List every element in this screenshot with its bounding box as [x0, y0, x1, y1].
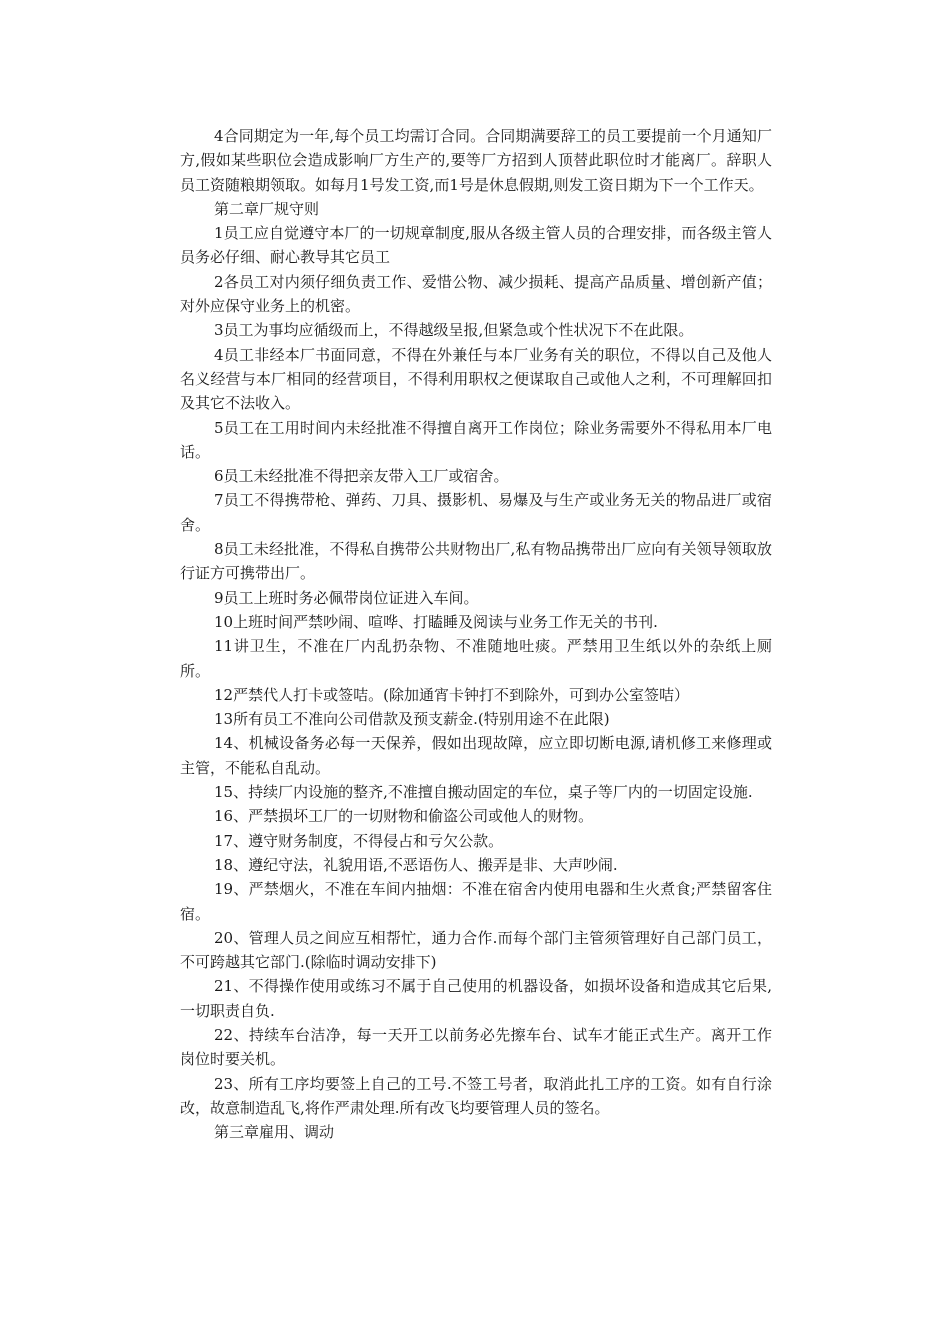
rule-18: 18、遵纪守法，礼貌用语,不恶语伤人、搬弄是非、大声吵闹. [214, 855, 618, 874]
rule-23: 23、所有工序均要签上自己的工号.不签工号者，取消此扎工序的工资。如有自行涂改，故意制造乱飞,将作严肃处理.所有改飞均要管理人员的签名。 [180, 1074, 772, 1117]
rule-9: 9员工上班时务必佩带岗位证进入车间。 [214, 588, 479, 607]
chapter-heading-3: 第三章雇用、调动 [214, 1123, 335, 1142]
rule-20: 20、管理人员之间应互相帮忙，通力合作.而每个部门主管须管理好自己部门员工，不可跨越其它部门.(除临时调动安排下) [180, 928, 772, 972]
rule-6: 6员工未经批准不得把亲友带入工厂或宿舍。 [214, 467, 509, 486]
rule-15: 15、持续厂内设施的整齐,不准擅自搬动固定的车位，桌子等厂内的一切固定设施. [214, 783, 753, 802]
rule-8: 8员工未经批准，不得私自携带公共财物出厂,私有物品携带出厂应向有关领导领取放行证方可携带出厂。 [180, 540, 772, 583]
rule-2: 2各员工对内须仔细负责工作、爱惜公物、减少损耗、提高产品质量、增创新产值；对外应保守业务上的机密。 [180, 272, 772, 316]
rule-19: 19、严禁烟火，不准在车间内抽烟：不准在宿舍内使用电器和生火煮食;严禁留客住宿。 [180, 880, 772, 923]
rule-22: 22、持续车台洁净，每一天开工以前务必先擦车台、试车才能正式生产。离开工作岗位时要关机。 [180, 1025, 772, 1069]
rule-21: 21、不得操作使用或练习不属于自己使用的机器设备，如损坏设备和造成其它后果,一切职责自负. [180, 977, 772, 1020]
rule-11: 11讲卫生，不准在厂内乱扔杂物、不准随地吐痰。严禁用卫生纸以外的杂纸上厕所。 [180, 637, 772, 680]
rule-3: 3员工为事均应循级而上，不得越级呈报,但紧急或个性状况下不在此限。 [214, 321, 694, 340]
rule-1: 1员工应自觉遵守本厂的一切规章制度,服从各级主管人员的合理安排，而各级主管人员务必仔细、耐心教导其它员工 [180, 224, 772, 267]
rule-17: 17、遵守财务制度，不得侵占和亏欠公款。 [214, 831, 504, 850]
chapter-heading-2: 第二章厂规守则 [214, 199, 320, 218]
rule-5: 5员工在工用时间内未经批准不得擅自离开工作岗位；除业务需要外不得私用本厂电话。 [180, 418, 772, 461]
rule-13: 13所有员工不准向公司借款及预支薪金.(特别用途不在此限) [214, 710, 610, 729]
rule-7: 7员工不得携带枪、弹药、刀具、摄影机、易爆及与生产或业务无关的物品进厂或宿舍。 [180, 491, 772, 534]
rule-12: 12严禁代人打卡或签咭。(除加通宵卡钟打不到除外，可到办公室签咭） [214, 685, 689, 704]
document-body [180, 124, 772, 1144]
paragraph-contract-term: 4合同期定为一年,每个员工均需订合同。合同期满要辞工的员工要提前一个月通知厂方,假如某些职位会造成影响厂方生产的,要等厂方招到人顶替此职位时才能离厂。辞职人员工资随粮期领取。如每月1号发工资,而1号是休息假期,则发工资日期为下一个工作天。 [180, 127, 772, 194]
rule-16: 16、严禁损坏工厂的一切财物和偷盗公司或他人的财物。 [214, 807, 594, 826]
rule-14: 14、机械设备务必每一天保养，假如出现故障，应立即切断电源,请机修工来修理或主管，不能私自乱动。 [180, 734, 772, 777]
rule-10: 10上班时间严禁吵闹、喧哗、打瞌睡及阅读与业务工作无关的书刊. [214, 612, 658, 631]
rule-4: 4员工非经本厂书面同意，不得在外兼任与本厂业务有关的职位，不得以自己及他人名义经营与本厂相同的经营项目，不得利用职权之便谋取自己或他人之利，不可理解回扣及其它不法收入。 [180, 345, 772, 413]
